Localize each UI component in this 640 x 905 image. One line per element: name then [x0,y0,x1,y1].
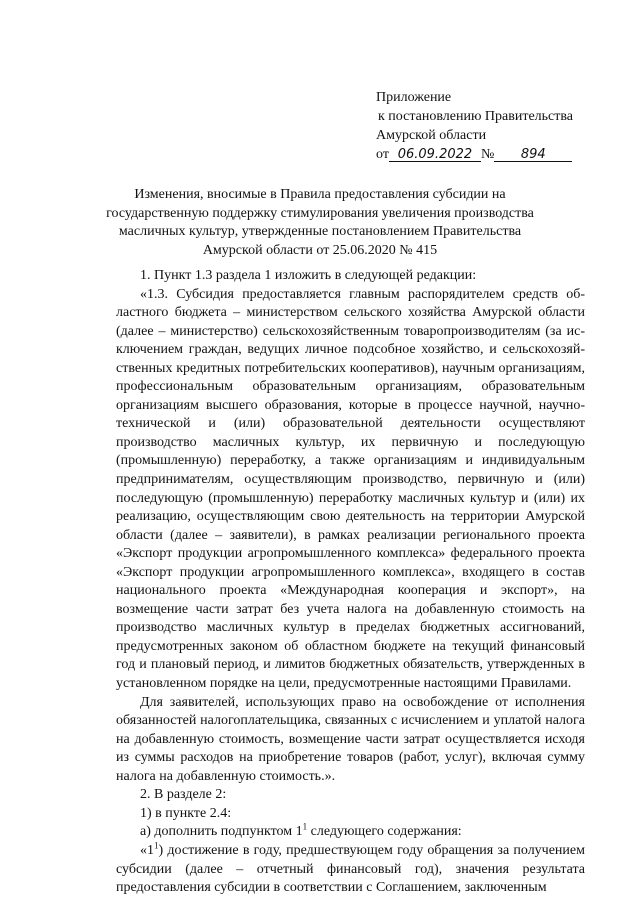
number-prefix: № [480,147,495,162]
paragraph-1: 1. Пункт 1.3 раздела 1 изложить в следующей редакции: [140,268,477,283]
appendix-header [376,88,606,164]
date-prefix: от [376,147,389,162]
paragraph-6-text: а) дополнить подпунктом 1 [140,824,303,840]
paragraph-3: Для заявителей, использующих право на освобождение от исполнения обязанностей налогоплательщика, связанных с исчислением и уплатой налога на добавленную стоимость, возмещение части затрат осуществляется исходя из суммы расходов на приобретение товаров (работ, услуг), включая сумму налога на добавленную стоимость.». [116,694,585,784]
paragraph-7-text: ) достижение в году, предшествующем году обращения за получением субсидии (далее – отчетный финансовый год), значения результата предоставления субсидии в соответствии с Соглашением, заключенным [116,842,585,896]
paragraph-5: 1) в пункте 2.4: [140,805,232,821]
handwritten-date: 06.09.2022 [389,148,481,162]
document-title: Изменения, вносимые в Правила предоставления субсидии на государственную поддержку стимулирования увеличения производства масличных культур, утвержденные постановлением Правительства Амурской области от 25.06.2020 № 415 [106,187,534,258]
appendix-line-2: к постановлению Правительства [378,109,574,124]
handwritten-number: 894 [494,148,572,162]
paragraph-2: «1.3. Субсидия предоставляется главным распорядителем средств областного бюджета – министерством сельского хозяйства Амурской области (далее – министерство) сельскохозяйственным товаропроизводителям (за исключением граждан, ведущих личное подсобное хозяйство, и сельскохозяйственных кредитных потребительских кооперативов), научным организациям, профессиональным образовательным организациям, образовательным организациям высшего образования, которые в процессе научной, научно-технической и (или) образовательной деятельности осуществляют производство масличных культур, их первичную и последующую (промышленную) переработку, а также организациям и индивидуальным предпринимателям, осуществляющим производство, первичную и (или) последующую (промышленную) переработку масличных культур и (или) их реализацию, осуществляющим свою деятельность на территории Амурской области (далее – заявители), в рамках реализации регионального проекта «Экспорт продукции агропромышленного комплекса» федерального проекта «Экспорт продукции агропромышленного комплекса», входящего в состав национального проекта «Международная кооперация и экспорт», на возмещение части затрат без учета налога на добавленную стоимость на производство масличных культур в пределах бюджетных ассигнований, предусмотренных законом об областном бюджете на текущий финансовый год и плановый период, и лимитов бюджетных обязательств, утвержденных в установленном порядке на цели, предусмотренные настоящими Правилами. [116,286,585,692]
paragraph-7 [116,842,585,898]
paragraph-6-superscript: 1 [302,821,308,832]
paragraph-6 [116,823,585,842]
paragraph-4: 2. В разделе 2: [140,787,227,803]
appendix-date-number-line [376,145,606,164]
appendix-line-3: Амурской области [376,128,487,143]
document-body [116,267,585,898]
paragraph-6-text-end: следующего содержания: [307,824,462,840]
appendix-line-1: Приложение [376,90,452,105]
paragraph-7-open: «1 [140,842,154,858]
paragraph-7-superscript: 1 [154,840,159,851]
